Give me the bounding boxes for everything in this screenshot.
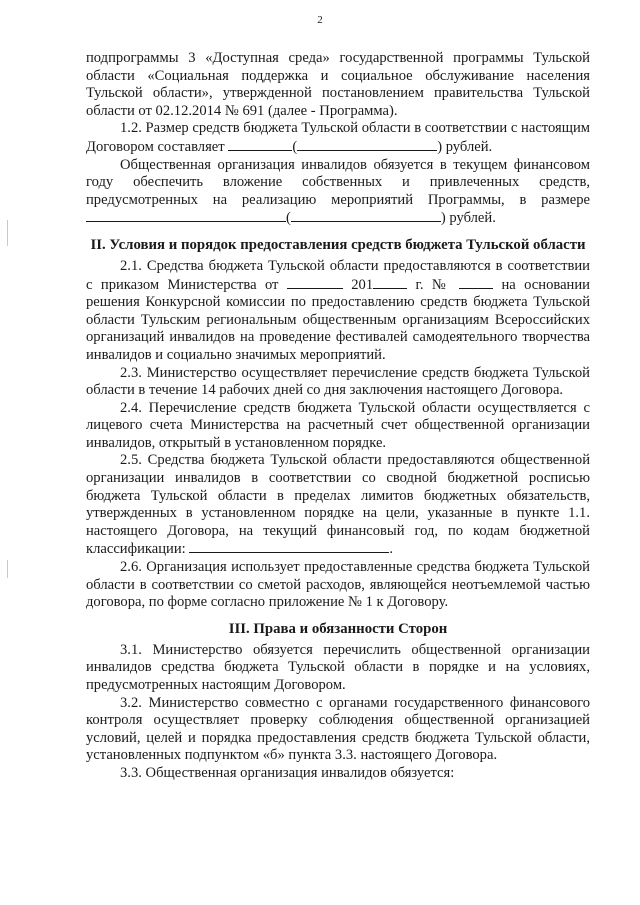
margin-mark — [7, 220, 8, 246]
paragraph-text: 1.2. Размер средств бюджета Тульской области в соответствии с настоящим Договором составляет — [86, 120, 590, 155]
paragraph-text: ) рублей. — [437, 138, 493, 155]
section-heading-3: III. Права и обязанности Сторон — [228, 620, 448, 637]
paragraph-text: Общественная организация инвалидов обязуется в текущем финансовом году обеспечить вложение собственных и привлеченных средств, предусмотренных на реализацию мероприятий Программы, в размере — [86, 156, 590, 208]
paragraph-organization — [86, 157, 590, 228]
paragraph-text: ( — [292, 138, 298, 155]
paragraph-2-3: 2.3. Министерство осуществляет перечисление средств бюджета Тульской области в течение 14 рабочих дней со дня заключения настоящего Договора. — [86, 364, 590, 399]
paragraph-text: ) рублей. — [440, 210, 496, 227]
paragraph-3-2: 3.2. Министерство совместно с органами государственного финансового контроля осуществляет проверку соблюдения общественной организацией условий, целей и порядка предоставления средств бюджета Тульской области, установленных подпунктом «б» пункта 3.3. настоящего Договора. — [86, 694, 590, 764]
number-blank — [459, 276, 493, 289]
paragraph-intro: подпрограммы 3 «Доступная среда» государственной программы Тульской области «Социальная поддержка и социальное обслуживание населения Тульской области», утвержденной постановлением правительства Тульской области от 02.12.2014 № 691 (далее - Программа). — [86, 50, 590, 119]
amount-blank — [228, 138, 292, 151]
amount-words-blank — [297, 138, 437, 151]
classification-blank — [189, 540, 389, 553]
section-heading-2: II. Условия и порядок предоставления средств бюджета Тульской области — [90, 236, 586, 253]
page-number: 2 — [317, 14, 323, 26]
paragraph-text: 201 — [351, 276, 374, 293]
paragraph-text: г. № — [415, 276, 451, 293]
year-blank — [373, 276, 407, 289]
paragraph-3-3: 3.3. Общественная организация инвалидов обязуется: — [120, 764, 455, 781]
paragraph-text: . — [389, 541, 394, 558]
paragraph-3-1: 3.1. Министерство обязуется перечислить общественной организации инвалидов средства бюджета Тульской области в порядке и на условиях, предусмотренных настоящим Договором. — [86, 641, 590, 693]
paragraph-2-6: 2.6. Организация использует предоставленные средства бюджета Тульской области в соответствии со сметой расходов, являющейся неотъемлемой частью договора, по форме согласно приложение № 1 к Договору. — [86, 559, 590, 611]
paragraph-text: ( — [286, 210, 291, 227]
date-blank — [287, 276, 343, 289]
amount-words-blank — [291, 209, 441, 222]
document-body — [86, 50, 590, 783]
paragraph-2-1 — [86, 258, 590, 365]
paragraph-2-5 — [86, 452, 590, 559]
margin-mark — [7, 560, 8, 578]
paragraph-1-2 — [86, 120, 590, 156]
paragraph-2-4: 2.4. Перечисление средств бюджета Тульской области осуществляется с лицевого счета Министерства на расчетный счет общественной организации инвалидов, открытый в установленном порядке. — [86, 399, 590, 451]
paragraph-text: на основании решения Конкурсной комиссии по предоставлению средств бюджета Тульской области Тульским региональным общественным организациям Всероссийских организаций инвалидов на проведение фестивалей самодеятельного творчества инвалидов и социально значимых мероприятий. — [86, 276, 590, 363]
paragraph-text: 2.1. Средства бюджета Тульской области предоставляются в соответствии с приказом Министерства от — [86, 257, 590, 293]
paragraph-text: 2.5. Средства бюджета Тульской области предоставляются общественной организации инвалидов в соответствии со сводной бюджетной росписью бюджета Тульской области в пределах лимитов бюджетных обязательств, утвержденных в установленном порядке на цели, указанные в пункте 1.1. настоящего Договора, на текущий финансовый год, по кодам бюджетной классификации: — [86, 452, 590, 558]
amount-blank — [86, 209, 286, 222]
